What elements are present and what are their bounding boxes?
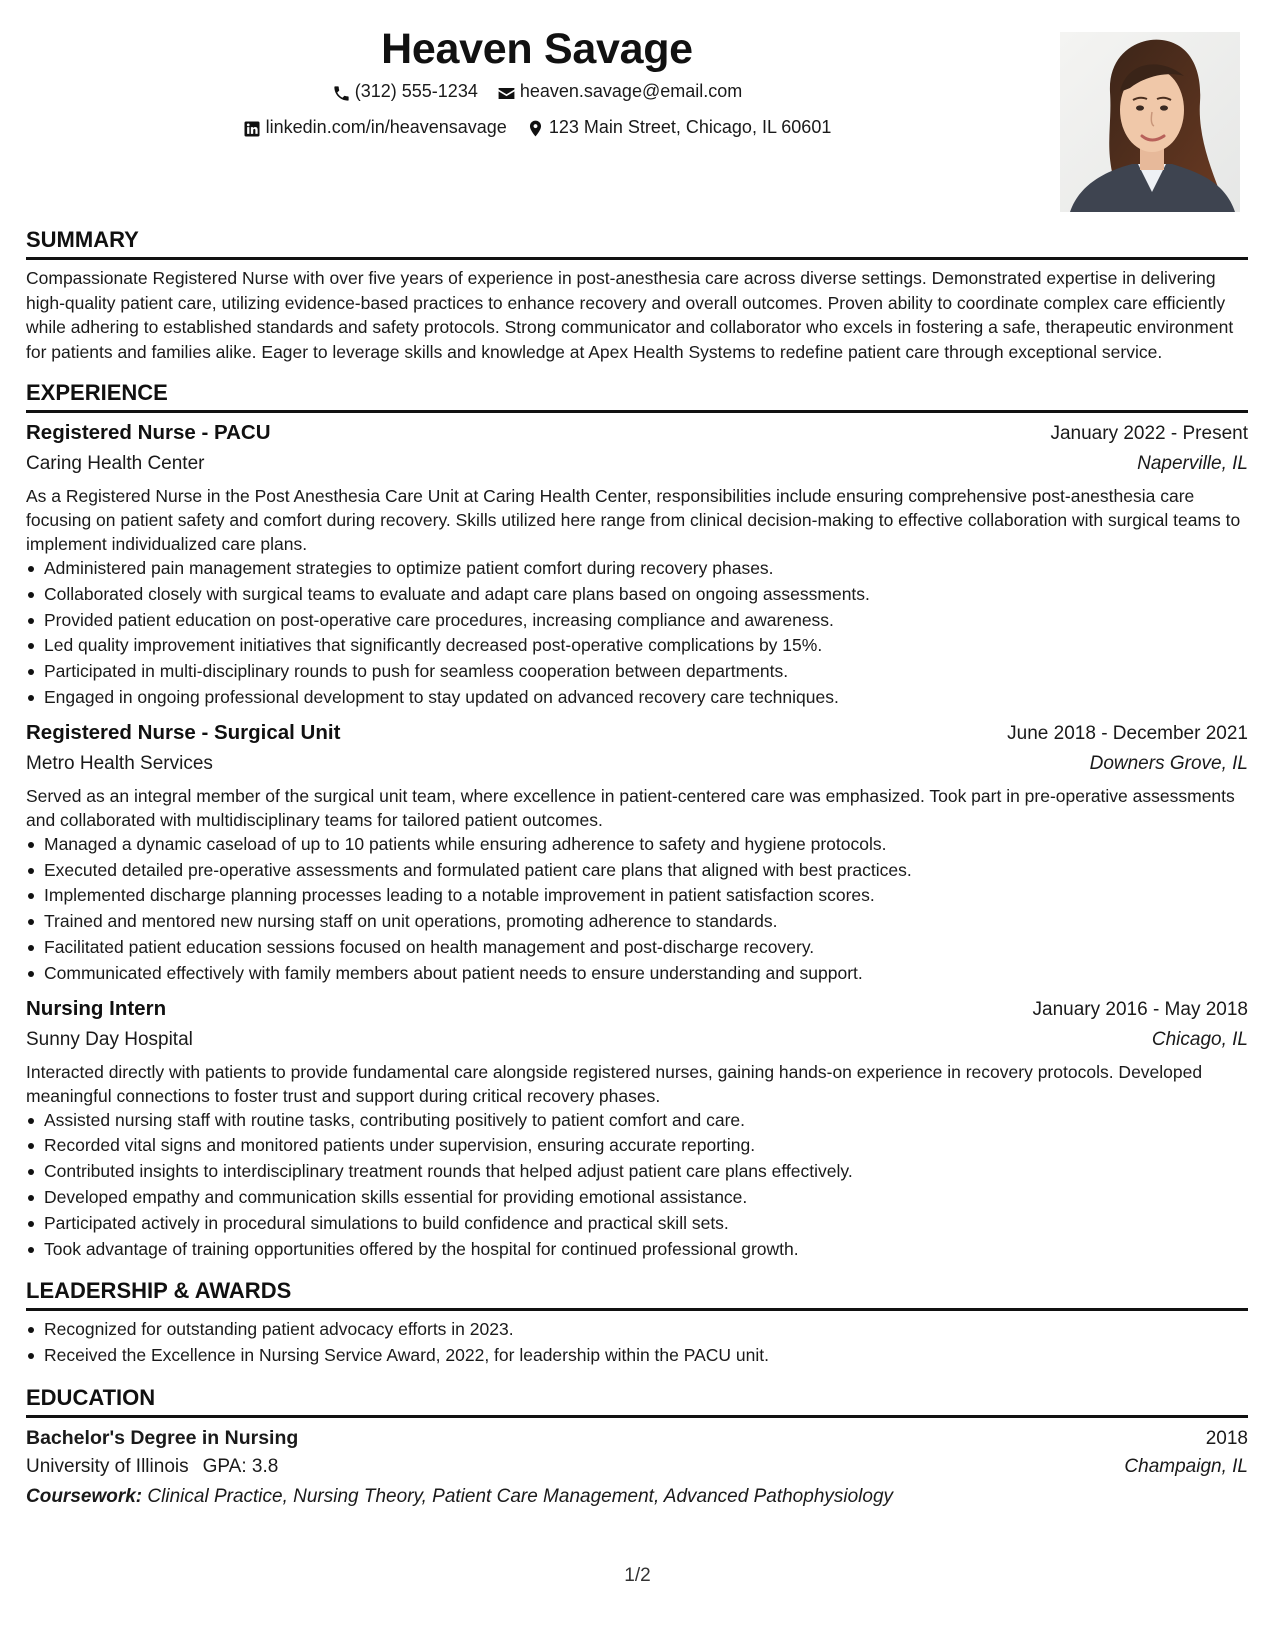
job-sub — [26, 1027, 1248, 1053]
list-item: Engaged in ongoing professional development to stay updated on advanced recovery care techniques. — [26, 685, 1248, 711]
list-item: Implemented discharge planning processes leading to a notable improvement in patient satisfaction scores. — [26, 883, 1248, 909]
linkedin-contact[interactable] — [243, 112, 507, 142]
job-head — [26, 719, 1248, 748]
edu-year: 2018 — [1205, 1427, 1248, 1449]
job-description: Interacted directly with patients to provide fundamental care alongside registered nurses, gaining hands-on experience in recovery protocols. Developed meaningful connections to foster trust and support during critical recovery phases. — [26, 1061, 1203, 1106]
education-section — [26, 1383, 1248, 1512]
coursework-list: Clinical Practice, Nursing Theory, Patient Care Management, Advanced Pathophysiology — [147, 1485, 894, 1507]
address-text: 123 Main Street, Chicago, IL 60601 — [548, 116, 832, 137]
job-bullets — [26, 556, 1248, 711]
job-title: Registered Nurse - Surgical Unit — [26, 720, 341, 744]
experience-heading: EXPERIENCE — [26, 378, 1248, 413]
list-item: Recorded vital signs and monitored patients under supervision, ensuring accurate reporting. — [26, 1133, 1248, 1159]
experience-section — [26, 378, 1248, 1262]
list-item: Developed empathy and communication skills essential for providing emotional assistance. — [26, 1185, 1248, 1211]
resume-header — [26, 22, 1248, 217]
edu-location: Champaign, IL — [1124, 1455, 1248, 1477]
education-heading: EDUCATION — [26, 1383, 1248, 1418]
leadership-section — [26, 1276, 1248, 1369]
coursework — [26, 1482, 1248, 1512]
list-item: Took advantage of training opportunities offered by the hospital for continued professional growth. — [26, 1237, 1248, 1263]
list-item: Collaborated closely with surgical teams to evaluate and adapt care plans based on ongoing assessments. — [26, 582, 1248, 608]
list-item: Led quality improvement initiatives that significantly decreased post-operative complications by 15%. — [26, 633, 1248, 659]
email-text: heaven.savage@email.com — [519, 81, 743, 101]
coursework-label: Coursework: — [26, 1485, 143, 1507]
leadership-bullets — [26, 1317, 1248, 1369]
job-date: June 2018 - December 2021 — [1007, 722, 1248, 744]
job-bullets — [26, 832, 1248, 987]
job-head — [26, 995, 1248, 1024]
job-entry — [26, 419, 1248, 711]
candidate-name: Heaven Savage — [381, 25, 693, 73]
edu-head — [26, 1424, 1248, 1453]
phone-icon — [332, 82, 351, 101]
list-item: Contributed insights to interdisciplinary treatment rounds that helped adjust patient care plans effectively. — [26, 1159, 1248, 1185]
edu-school-line — [26, 1454, 278, 1480]
list-item: Executed detailed pre-operative assessments and formulated patient care plans that aligned with best practices. — [26, 858, 1248, 884]
summary-heading: SUMMARY — [26, 225, 1248, 260]
job-entry — [26, 719, 1248, 987]
resume-page — [26, 22, 1248, 1622]
list-item: Received the Excellence in Nursing Service Award, 2022, for leadership within the PACU unit. — [26, 1343, 1248, 1369]
job-head — [26, 419, 1248, 448]
list-item: Managed a dynamic caseload of up to 10 patients while ensuring adherence to safety and hygiene protocols. — [26, 832, 1248, 858]
job-bullets — [26, 1108, 1248, 1263]
edu-sub — [26, 1454, 1248, 1480]
edu-degree: Bachelor's Degree in Nursing — [26, 1426, 299, 1449]
job-title: Nursing Intern — [26, 996, 167, 1020]
job-sub — [26, 751, 1248, 777]
summary-section — [26, 225, 1248, 364]
list-item: Participated in multi-disciplinary rounds to push for seamless cooperation between departments. — [26, 659, 1248, 685]
envelope-icon — [497, 82, 516, 101]
edu-gpa: GPA: 3.8 — [202, 1455, 279, 1477]
address-contact — [526, 112, 832, 142]
list-item: Assisted nursing staff with routine tasks, contributing positively to patient comfort and care. — [26, 1108, 1248, 1134]
phone-contact — [332, 76, 478, 106]
list-item: Provided patient education on post-operative care procedures, increasing compliance and awareness. — [26, 608, 1248, 634]
list-item: Facilitated patient education sessions focused on health management and post-discharge recovery. — [26, 935, 1248, 961]
phone-text: (312) 555-1234 — [354, 81, 478, 101]
job-description: Served as an integral member of the surgical unit team, where excellence in patient-centered care was emphasized. Took part in pre-operative assessments and collaborated with multidisciplinary teams for tailored patient outcomes. — [26, 785, 1235, 830]
contact-line-1 — [0, 76, 1148, 112]
job-sub — [26, 451, 1248, 477]
email-contact[interactable] — [497, 76, 742, 106]
summary-text: Compassionate Registered Nurse with over five years of experience in post-anesthesia care across diverse settings. Demonstrated expertise in delivering high-quality patient care, utilizing evidence-based practices to enhance recovery and overall outcomes. Proven ability to coordinate complex care efficiently while adhering to established standards and safety protocols. Strong communicator and collaborator who excels in fostering a safe, therapeutic environment for patients and families alike. Eager to leverage skills and knowledge at Apex Health Systems to redefine patient care through exceptional service. — [26, 268, 1234, 362]
list-item: Trained and mentored new nursing staff on unit operations, promoting adherence to standards. — [26, 909, 1248, 935]
profile-photo — [1060, 32, 1240, 212]
job-location: Naperville, IL — [1137, 453, 1248, 474]
job-location: Downers Grove, IL — [1089, 752, 1248, 774]
list-item: Administered pain management strategies to optimize patient comfort during recovery phases. — [26, 556, 1248, 582]
linkedin-icon — [243, 117, 262, 136]
job-company: Caring Health Center — [26, 453, 205, 474]
list-item: Recognized for outstanding patient advocacy efforts in 2023. — [26, 1317, 1248, 1343]
list-item: Participated actively in procedural simulations to build confidence and practical skill sets. — [26, 1211, 1248, 1237]
job-company: Metro Health Services — [26, 752, 213, 774]
contact-line-2 — [0, 112, 1148, 148]
job-title: Registered Nurse - PACU — [26, 421, 271, 444]
list-item: Communicated effectively with family members about patient needs to ensure understanding and support. — [26, 961, 1248, 987]
job-entry — [26, 995, 1248, 1263]
job-location: Chicago, IL — [1151, 1028, 1248, 1050]
leadership-heading: LEADERSHIP & AWARDS — [26, 1276, 1248, 1311]
map-pin-icon — [526, 117, 545, 136]
linkedin-text: linkedin.com/in/heavensavage — [265, 116, 507, 137]
page-number: 1/2 — [624, 1565, 651, 1586]
job-date: January 2016 - May 2018 — [1032, 998, 1248, 1020]
edu-school: University of Illinois — [26, 1455, 189, 1477]
job-date: January 2022 - Present — [1050, 423, 1248, 444]
job-company: Sunny Day Hospital — [26, 1028, 193, 1050]
job-description: As a Registered Nurse in the Post Anesthesia Care Unit at Caring Health Center, responsibilities include ensuring comprehensive post-anesthesia care focusing on patient safety and comfort during recovery. Skills utilized here range from clinical decision-making to effective collaboration with surgical teams to implement individualized care plans. — [26, 486, 1241, 554]
